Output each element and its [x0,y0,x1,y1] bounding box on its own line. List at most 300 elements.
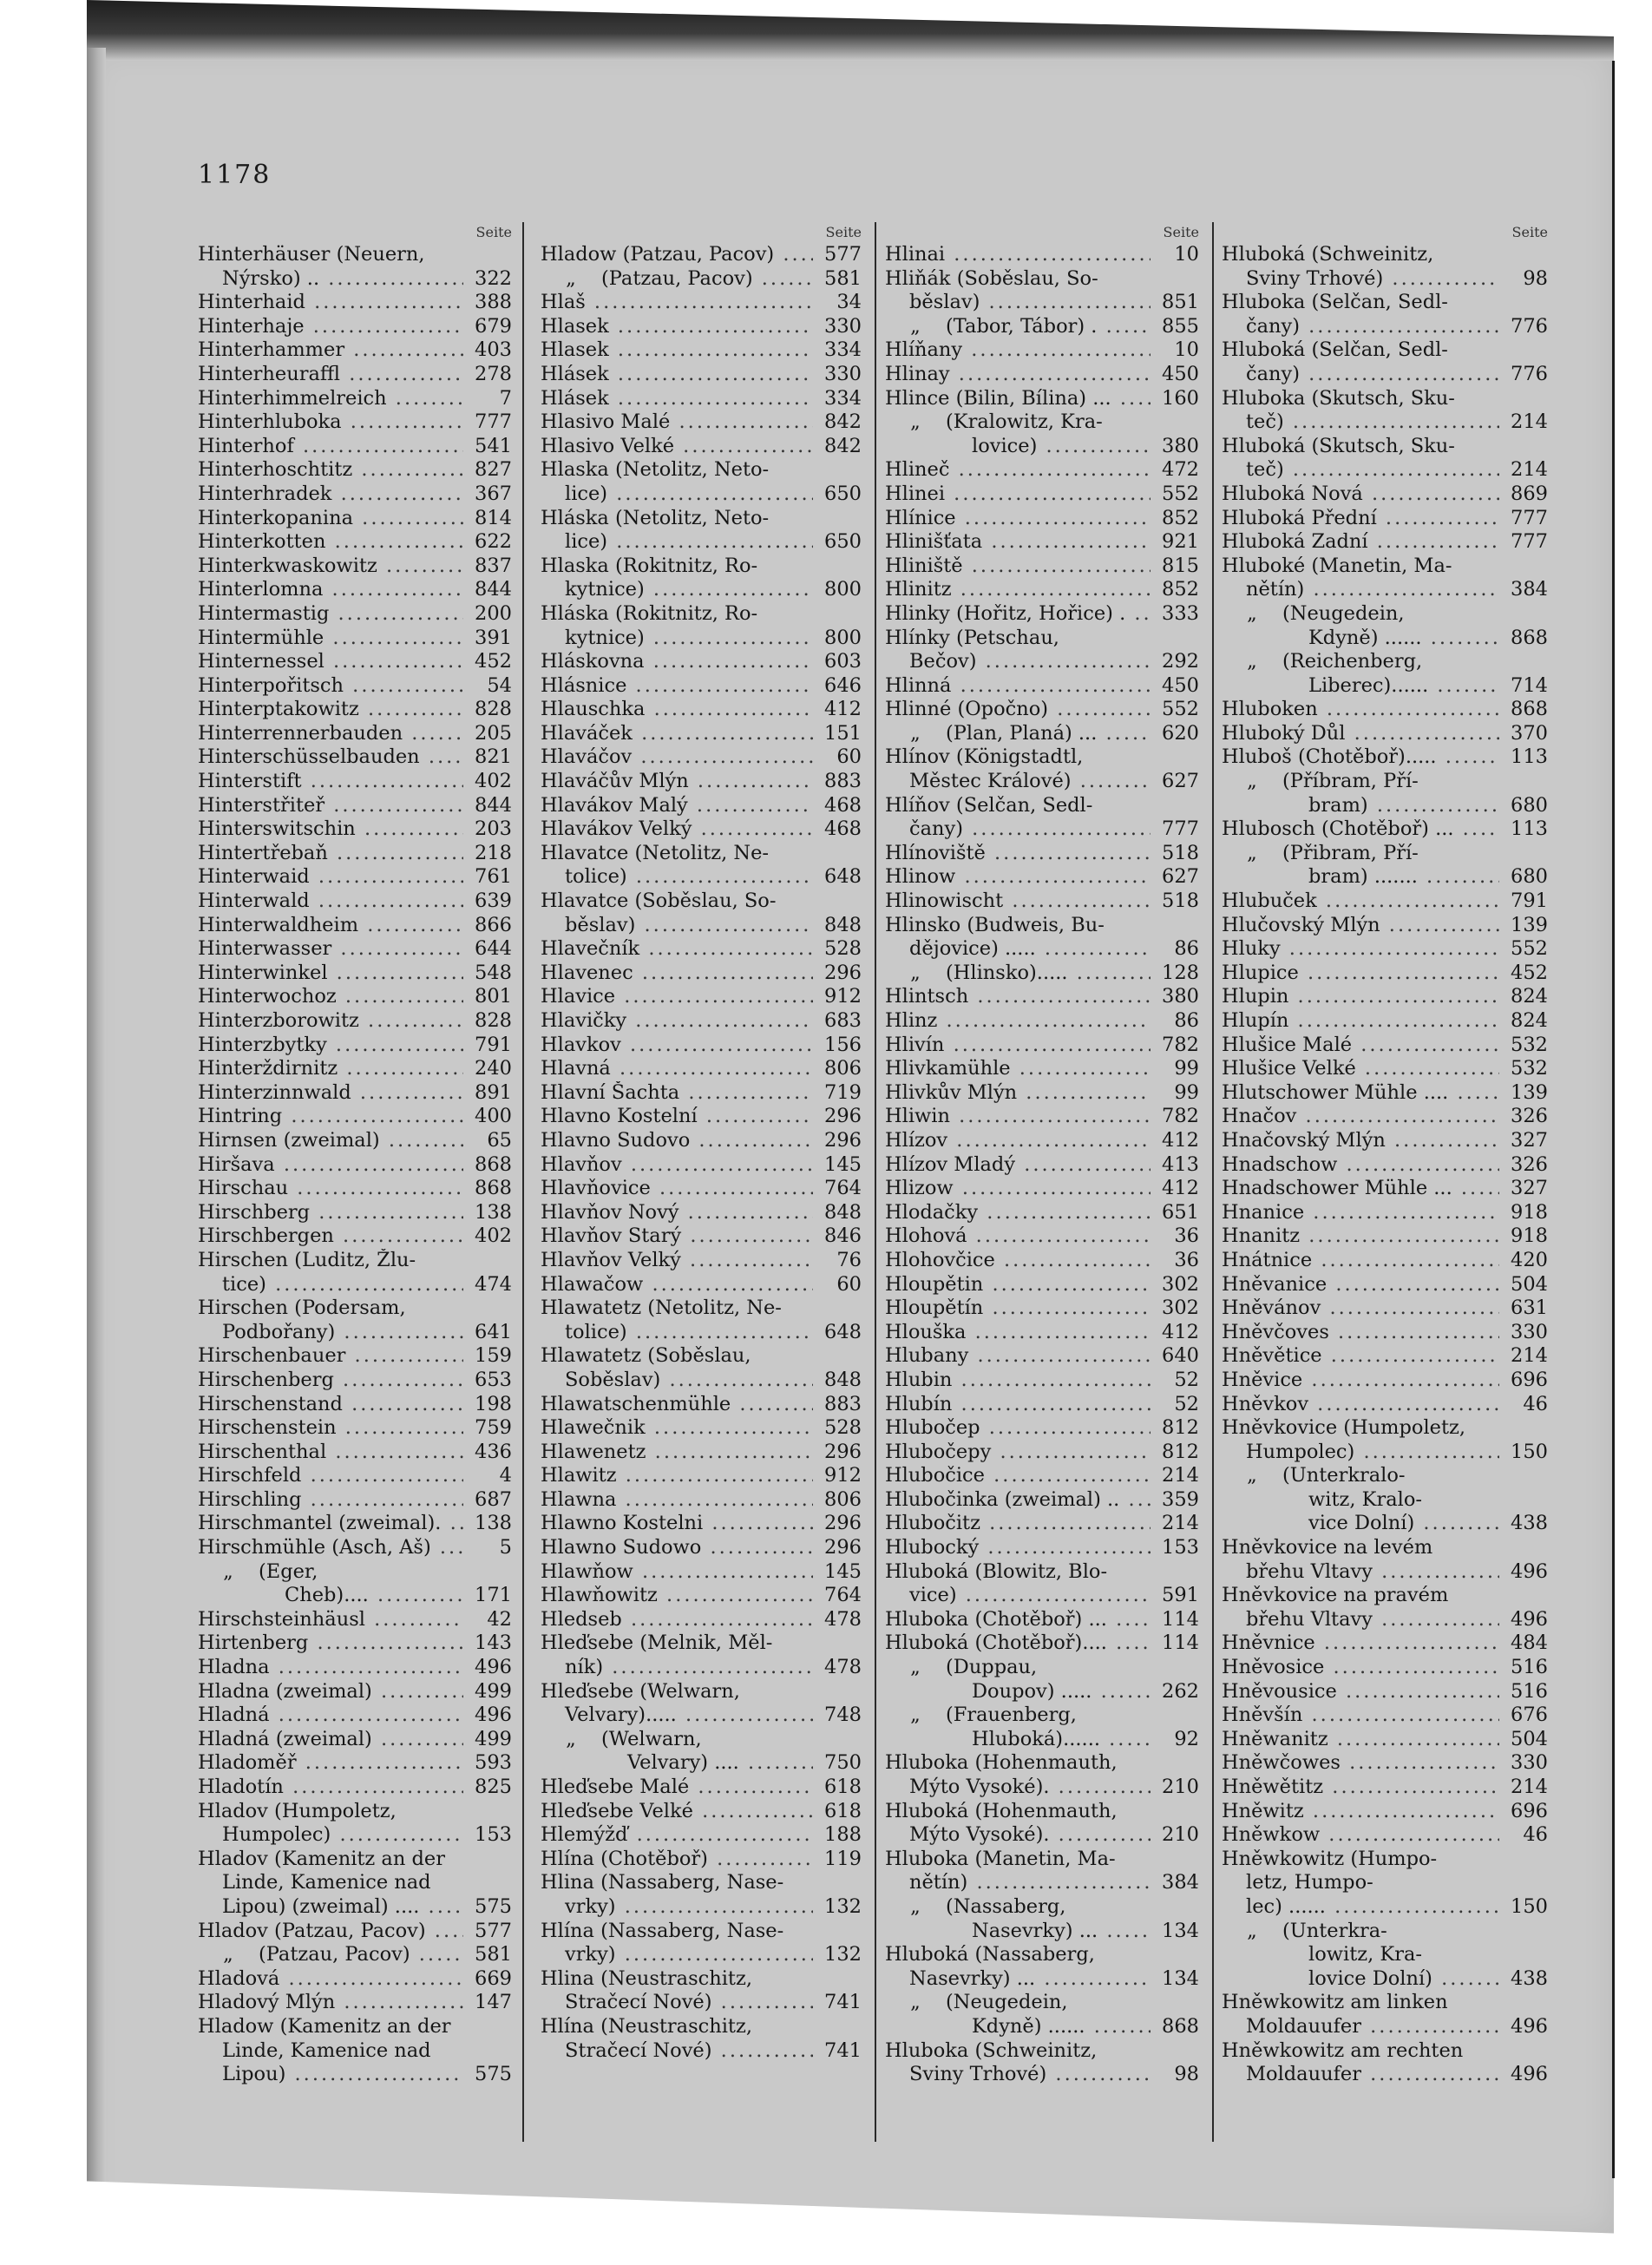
page-reference: 714 [1511,673,1548,697]
page-reference: 532 [1511,1033,1548,1056]
entry-name [1222,1297,1499,1321]
entry-name [198,1464,463,1488]
entry-name [198,1943,463,1967]
page-reference: 326 [1511,1105,1548,1128]
page-reference: 296 [824,1128,862,1152]
entry-name [541,1034,813,1058]
page-reference: 868 [1162,2014,1199,2038]
entry-name [1222,1536,1499,1584]
entry-name-line: Hladow (Patzau, Pacov) ..... [541,243,813,267]
entry-name-line: Hirnsen (zweimal) ..... [198,1129,463,1153]
entry-name [198,578,463,602]
entry-name-line: Hlavatce (Soběslau, So- [541,890,777,913]
index-entry [1222,1920,1548,1992]
entry-name [1222,507,1499,531]
page-reference: 138 [475,1200,512,1224]
entry-name [541,435,813,459]
index-entry [541,243,862,267]
page-reference: 837 [475,554,512,577]
index-entry [198,674,512,699]
page-reference: 575 [475,1894,512,1918]
entry-name-line: Hinternessel ..... [198,650,463,674]
index-entry [541,458,862,506]
page-reference: 132 [824,1943,862,1966]
entry-name-line: Hlavečník ..... [541,937,813,962]
index-entry [198,722,512,746]
entry-name [198,962,463,986]
entry-name-line: Hlinná ..... [885,674,1150,699]
entry-name-line: Hluboká (Selčan, Sedl- [1222,338,1448,362]
entry-name-line: Hlavatce (Netolitz, Ne- [541,841,770,864]
entry-name-line: Kdyně) ...... ..... [885,2015,1150,2039]
index-entry [541,1057,862,1081]
entry-name [198,1631,463,1656]
entry-name-line: Hněwitz ..... [1222,1800,1499,1824]
index-entry [885,507,1199,531]
entry-name [885,1321,1150,1345]
index-entry [198,1560,512,1608]
entry-name-line: Hlemýžď ..... [541,1823,813,1848]
index-entry [541,363,862,387]
index-entry [198,650,512,674]
entry-name [885,745,1150,793]
entry-name-line: lec) ...... ..... [1222,1895,1499,1920]
seite-header: Seite [825,224,862,240]
entry-name [1222,1991,1499,2038]
index-entry [1222,1105,1548,1129]
entry-name-line: Hladná ..... [198,1704,463,1728]
page-reference: 577 [824,243,862,266]
ditto-mark: „ [910,721,921,745]
entry-name [885,363,1150,387]
entry-name [198,1105,463,1129]
page-reference: 821 [475,745,512,769]
entry-name-line: Hlínky (Petschau, [885,626,1059,649]
index-entry [198,1920,512,1944]
page-reference: 203 [475,817,512,841]
entry-name [541,1057,813,1081]
entry-name-line: Hinterwald ..... [198,890,463,914]
index-entry [885,914,1199,962]
entry-name-line: Hlušice Malé ..... [1222,1034,1499,1058]
page-reference: 581 [475,1943,512,1966]
entry-name-line: Hněvanice ..... [1222,1273,1499,1297]
index-entry [885,1273,1199,1297]
page-reference: 800 [824,578,862,601]
index-entry [541,1464,862,1488]
entry-name [198,1297,463,1344]
entry-name-line: Hladoměř ..... [198,1751,463,1776]
page-reference: 330 [824,314,862,338]
entry-name-line: Hluboká (Hohenmauth, [885,1799,1118,1822]
entry-name-text: (Hlinsko)..... [946,961,1068,984]
page-reference: 918 [1511,1200,1548,1224]
entry-name-line: Hluboké (Manetin, Ma- [1222,554,1452,577]
entry-name-line: Hlásek ..... [541,363,813,387]
entry-name [198,1680,463,1704]
entry-name [1222,387,1499,435]
index-entry [541,1536,862,1560]
index-entry [885,1488,1199,1513]
page-reference: 334 [824,338,862,362]
entry-name-line [885,962,1150,986]
index-entry [885,243,1199,267]
entry-name [885,890,1150,914]
index-entry [1222,1416,1548,1464]
entry-name-line: Humpolec) ..... [1222,1441,1499,1465]
index-column-4 [1222,222,1548,2087]
entry-name [198,1201,463,1225]
index-entry [885,363,1199,387]
entry-name [1222,1393,1499,1417]
entry-name [198,985,463,1009]
entry-name [198,602,463,627]
entry-name-line: Hlauschka ..... [541,698,813,722]
page-reference: 504 [1511,1727,1548,1750]
page-left-edge [87,48,106,2191]
entry-name [541,1823,813,1848]
entry-name-line: Hinterkwaskowitz ..... [198,555,463,579]
entry-name-line: Městec Králové) ..... [885,770,1150,794]
index-entry [1222,914,1548,938]
entry-name [1222,530,1499,555]
entry-name [1222,1704,1499,1728]
entry-name-line: Hladotín ..... [198,1776,463,1800]
entry-name [541,1464,813,1488]
index-entry [885,530,1199,555]
page-reference: 151 [824,721,862,745]
entry-name [198,315,463,339]
page-reference: 496 [475,1656,512,1679]
entry-name [198,435,463,459]
index-entry [541,507,862,555]
ditto-mark: „ [910,1894,921,1918]
entry-name [541,1848,813,1872]
index-entry [541,1081,862,1106]
entry-name-line: Hirschenbauer ..... [198,1344,463,1369]
page-reference: 683 [824,1009,862,1032]
seite-header: Seite [475,224,512,240]
entry-name [541,1201,813,1225]
entry-name [198,890,463,914]
entry-name [541,1631,813,1679]
index-entry [198,1488,512,1513]
page-reference: 296 [824,1512,862,1535]
index-entry [1222,1344,1548,1369]
entry-name [198,338,463,363]
page-reference: 669 [475,1966,512,1990]
index-entry [885,1057,1199,1081]
page-reference: 782 [1162,1033,1199,1056]
entry-name-text: (Nassaberg, [946,1894,1066,1918]
entry-name-line: Bečov) ..... [885,650,1150,674]
entry-name [885,1560,1150,1608]
index-entry [541,842,862,890]
entry-name-line: Hlintsch ..... [885,985,1150,1009]
page-reference: 828 [475,698,512,721]
entry-name-line: bram) ..... [1222,794,1499,818]
entry-name [541,1393,813,1417]
entry-name [198,865,463,890]
index-entry [885,1536,1199,1560]
page-reference: 296 [824,1440,862,1463]
entry-name-line: Hlubuček ..... [1222,890,1499,914]
page-reference: 593 [475,1751,512,1775]
entry-name [885,1081,1150,1106]
entry-name-line: Hlasek ..... [541,338,813,363]
index-entry [541,937,862,962]
entry-name [198,1416,463,1441]
page-reference: 156 [824,1033,862,1056]
index-entry [885,962,1199,986]
index-entry [885,698,1199,722]
page-reference: 99 [1174,1057,1199,1080]
entry-name-line: Hlina (Neustraschitz, [541,1966,752,1990]
index-entry [198,794,512,818]
entry-name [885,410,1150,458]
entry-name [885,1512,1150,1536]
index-entry [198,1704,512,1728]
entry-name-line: Hlaska (Netolitz, Neto- [541,458,770,482]
entry-name-line: Hlinitz ..... [885,578,1150,602]
entry-name-line: Hněvšín ..... [1222,1704,1499,1728]
entry-name [198,1081,463,1106]
page-reference: 650 [824,530,862,554]
entry-name [541,1344,813,1392]
column-divider [875,222,876,2142]
entry-name-line: Hlíňov (Selčan, Sedl- [885,793,1093,817]
entry-name-line: Hlína (Chotěboř) ..... [541,1848,813,1872]
page-reference: 402 [475,1224,512,1248]
entry-name-line: Hlavkov ..... [541,1034,813,1058]
ditto-mark: „ [223,1559,233,1583]
index-entry [1222,1273,1548,1297]
entry-name [198,650,463,674]
page-reference: 499 [475,1679,512,1703]
entry-name [198,698,463,722]
index-entry [198,1153,512,1178]
index-entry [541,291,862,315]
page-reference: 60 [836,1272,862,1296]
index-entry [1222,1800,1548,1824]
index-entry [541,1393,862,1417]
page-reference: 824 [1511,985,1548,1008]
entry-name-line: Hlince (Bilin, Bílina) ... ..... [885,387,1150,411]
page-reference: 153 [475,1823,512,1847]
page-reference: 855 [1162,314,1199,338]
entry-name-line: Hlawňowitz ..... [541,1584,813,1608]
index-entry [885,410,1199,458]
entry-name-line: Hlinz ..... [885,1009,1150,1034]
entry-name-line: Hlízov ..... [885,1129,1150,1153]
entry-name [541,1441,813,1465]
page-reference: 367 [475,482,512,505]
page-reference: 552 [1511,937,1548,961]
page-reference: 296 [824,1105,862,1128]
ditto-mark: „ [910,961,921,984]
index-entry [885,2039,1199,2087]
entry-name [885,338,1150,363]
entry-name-line: Hinterwasser ..... [198,937,463,962]
index-entry [198,770,512,794]
entry-name [198,1177,463,1201]
entry-name-line: Hleďsebe (Welwarn, [541,1679,740,1703]
entry-name-line: Hněwkow ..... [1222,1823,1499,1848]
index-entry [885,1393,1199,1417]
page-reference: 436 [475,1440,512,1463]
entry-name-line: Hlinai ..... [885,243,1150,267]
index-entry [1222,338,1548,386]
entry-name-line: běslav) ..... [885,291,1150,315]
page-reference: 240 [475,1057,512,1080]
entry-name [198,627,463,651]
entry-name [885,1991,1150,2038]
entry-name-line: Hlavákov Malý ..... [541,794,813,818]
page-reference: 650 [824,482,862,505]
entry-name [1222,1105,1499,1129]
page-reference: 516 [1511,1656,1548,1679]
ditto-mark: „ [223,1943,233,1966]
page-reference: 474 [475,1272,512,1296]
entry-name-line: Linde, Kamenice nad [222,2038,431,2062]
entry-name-line: Hinterwochoz ..... [198,985,463,1009]
entry-name-line: Hlína (Neustraschitz, [541,2014,752,2038]
index-entry [1222,1129,1548,1153]
entry-name-line: Hlawno Kostelni ..... [541,1512,813,1536]
entry-name [541,1081,813,1106]
page-reference: 150 [1511,1894,1548,1918]
entry-name-line: Cheb).... ..... [198,1584,463,1608]
index-entry [198,555,512,579]
entry-name-line: ník) ..... [541,1656,813,1680]
entry-name [1222,1273,1499,1297]
entry-name [198,770,463,794]
index-entry [885,1943,1199,1991]
page-reference: 581 [824,266,862,290]
page-reference: 4 [499,1464,512,1487]
page-reference: 496 [475,1704,512,1727]
entry-name-text: (Unterkralo- [1282,1464,1406,1487]
index-entry [198,578,512,602]
column-divider [522,222,524,2142]
entry-name-line: lovice Dolní) ..... [1222,1967,1499,1992]
ditto-mark: „ [1247,1464,1257,1487]
entry-name [1222,722,1499,746]
page-reference: 719 [824,1080,862,1104]
page-reference: 648 [824,1320,862,1343]
page-reference: 113 [1511,817,1548,841]
entry-name-line: Mýto Vysoké). ..... [885,1776,1150,1800]
entry-name-line [885,1704,1150,1728]
entry-name [1222,1776,1499,1800]
entry-name [885,1848,1150,1895]
entry-name-line: Hinterswitschin ..... [198,817,463,842]
page-reference: 134 [1162,1966,1199,1990]
page-reference: 171 [475,1584,512,1607]
index-entry [198,1728,512,1752]
entry-name-line: Hlásek ..... [541,387,813,411]
entry-name [541,1129,813,1153]
page-reference: 330 [1511,1320,1548,1343]
entry-name [1222,243,1499,291]
entry-name [198,1920,463,1944]
page-reference: 828 [475,1009,512,1032]
entry-name-line: Hlaváčov ..... [541,745,813,770]
entry-name [541,243,813,267]
entry-name-text: (Duppau, [946,1656,1038,1679]
entry-name [1222,1920,1499,1992]
entry-name-line: Hlaska (Rokitnitz, Ro- [541,554,758,577]
entry-name-line [1222,602,1499,627]
page-reference: 153 [1162,1536,1199,1559]
entry-name [1222,890,1499,914]
page-reference: 292 [1162,650,1199,673]
entry-name-line: Hněvčoves ..... [1222,1321,1499,1345]
page-reference: 824 [1511,1009,1548,1032]
entry-name [1222,602,1499,650]
entry-name-line: Nasevrky) ... ..... [885,1920,1150,1944]
index-entry [198,530,512,555]
entry-name-line: Hinterstift ..... [198,770,463,794]
index-entry [541,1631,862,1679]
page-reference: 640 [1162,1344,1199,1368]
page-reference: 384 [1162,1871,1199,1894]
entry-name [885,1129,1150,1153]
entry-name [1222,937,1499,962]
index-entry [198,1249,512,1297]
page-reference: 214 [1511,1776,1548,1798]
page-reference: 825 [475,1776,512,1798]
page-reference: 330 [824,362,862,385]
index-entry [1222,1751,1548,1776]
entry-name-line [198,1943,463,1967]
page-reference: 60 [836,745,862,769]
index-entry [541,1967,862,2015]
index-entry [1222,291,1548,338]
entry-name [885,483,1150,507]
entry-name-line: Hněvkovice na pravém [1222,1584,1449,1607]
entry-name [198,1034,463,1058]
entry-name [1222,1009,1499,1034]
entry-name-line: Hliwin ..... [885,1105,1150,1129]
entry-name-line: Hluboka (Skutsch, Sku- [1222,386,1455,410]
page-reference: 814 [475,506,512,529]
entry-name [1222,1177,1499,1201]
entry-name-line: Hinterhradek ..... [198,483,463,507]
page-reference: 552 [1162,698,1199,721]
index-entry [885,1751,1199,1799]
page-reference: 159 [475,1344,512,1368]
page-reference: 145 [824,1152,862,1176]
page-reference: 591 [1162,1584,1199,1607]
index-entry [1222,1823,1548,1848]
entry-name-line: vice) ..... [885,1584,1150,1608]
page-reference: 761 [475,865,512,889]
entry-name [885,1034,1150,1058]
page-reference: 327 [1511,1177,1548,1200]
page-reference: 782 [1162,1105,1199,1128]
index-entry [541,1034,862,1058]
page-reference: 532 [1511,1057,1548,1080]
index-entry [541,1512,862,1536]
entry-name-line: Mýto Vysoké). ..... [885,1823,1150,1848]
page-reference: 496 [1511,2063,1548,2086]
page-reference: 921 [1162,530,1199,554]
index-entry [1222,435,1548,483]
index-entry [885,1704,1199,1751]
entry-name-line: Hláska (Rokitnitz, Ro- [541,601,758,625]
entry-name-line: Hlubany ..... [885,1344,1150,1369]
